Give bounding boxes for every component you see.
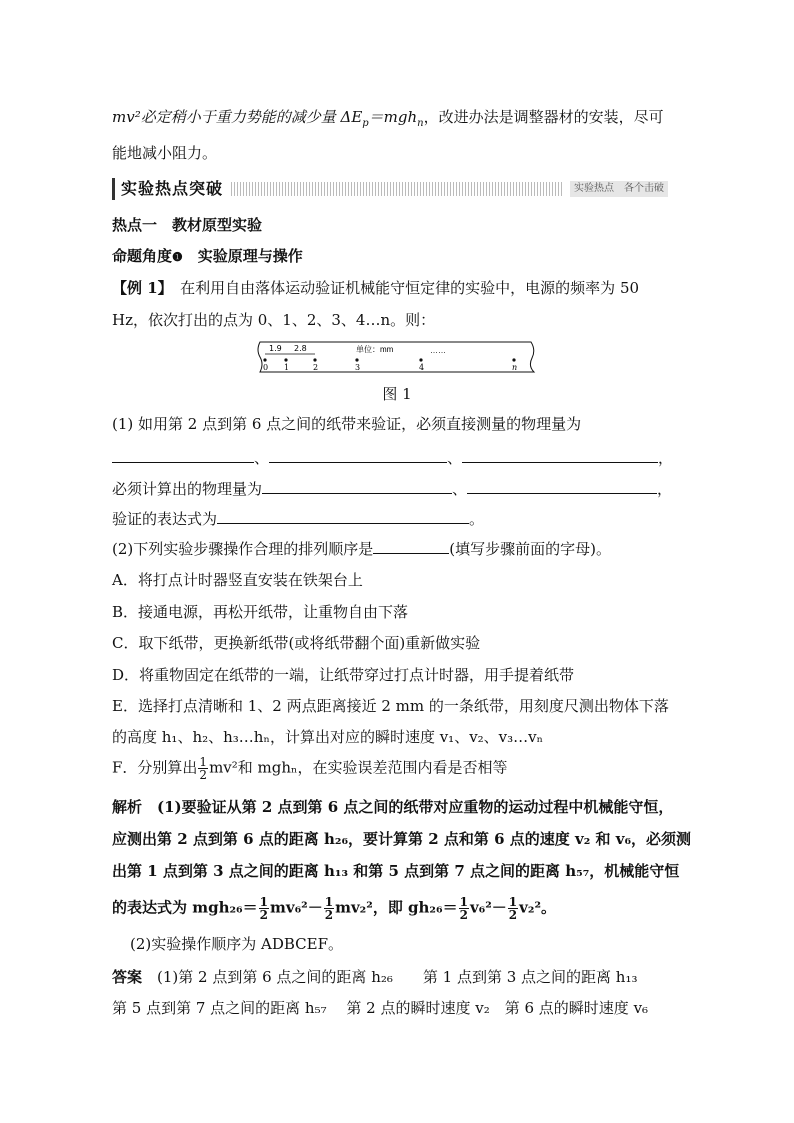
tape-dots: …… <box>430 346 446 355</box>
tape-label-3: 3 <box>355 363 361 372</box>
tape-dot-4 <box>419 358 422 361</box>
fraction-half: $\frac{1}{2}$ <box>259 895 268 922</box>
tape-label-1: 1 <box>284 363 290 372</box>
analysis-line-1: 解析 (1)要验证从第 2 点到第 6 点之间的纸带对应重物的运动过程中机械能守恒， <box>112 798 674 816</box>
tape-label-0: 0 <box>263 363 269 372</box>
tape-dot-1 <box>284 358 287 361</box>
fraction-half: $\frac{1}{2}$ <box>508 895 518 922</box>
q2-line: (2)下列实验步骤操作合理的排列顺序是 (填写步骤前面的字母)。 <box>112 540 611 558</box>
step-a: A．将打点计时器竖直安装在铁架台上 <box>112 571 363 589</box>
q1-line-3: 必须计算出的物理量为 、 ， <box>112 480 673 498</box>
answer-blank-3[interactable] <box>462 448 658 463</box>
banner-stripe <box>228 182 562 196</box>
answer-blank-2[interactable] <box>269 448 447 463</box>
answer-line-1: 答案 (1)第 2 点到第 6 点之间的距离 h₂₆ 第 1 点到第 3 点之间的距离 h₁₃ <box>112 968 638 986</box>
answer-blank-4[interactable] <box>262 479 452 494</box>
analysis-line-3: 出第 1 点到第 3 点之间的距离 h₁₃ 和第 5 点到第 7 点之间的距离 h₅₇，机械能守恒 <box>112 862 680 880</box>
tape-dot-n <box>512 358 515 361</box>
tape-dot-0 <box>263 358 266 361</box>
fraction-half: $\frac{1}{2}$ <box>459 895 468 922</box>
answer-line-2: 第 5 点到第 7 点之间的距离 h₅₇ 第 2 点的瞬时速度 v₂ 第 6 点的瞬时速度 v₆ <box>112 999 649 1017</box>
analysis-line-5: (2)实验操作顺序为 ADBCEF。 <box>130 935 344 953</box>
hot-topic-heading: 热点一 教材原型实验 <box>112 216 263 234</box>
fraction-half: $\frac{1}{2}$ <box>324 895 334 922</box>
analysis-label: 解析 <box>112 798 143 816</box>
answer-blank-1[interactable] <box>112 448 254 463</box>
fraction-half: $\frac{1}{2}$ <box>199 755 208 782</box>
intro-line-2: 能地减小阻力。 <box>112 144 218 162</box>
tape-label-4: 4 <box>419 363 425 372</box>
q1-line-2: 、 、 ， <box>112 447 673 469</box>
tape-label-n: n <box>512 363 518 372</box>
paper-tape-figure <box>256 340 538 374</box>
banner-subtitle: 实验热点 各个击破 <box>570 181 668 197</box>
analysis-line-4: 的表达式为 mgh₂₆＝ $\frac{1}{2}$ mv₆²－ $\frac{1}{2}$ mv₂²，即 gh₂₆＝ $\frac{1}{2}$ v₆²－ $\frac{1}{2}$ v₂²。 <box>112 895 557 922</box>
banner-title: 实验热点突破 <box>112 178 229 200</box>
analysis-line-2: 应测出第 2 点到第 6 点的距离 h₂₆，要计算第 2 点和第 6 点的速度 v₂ 和 v₆，必须测 <box>112 830 692 848</box>
example-line-2: Hz，依次打出的点为 0、1、2、3、4…n。则： <box>112 311 436 329</box>
tape-distance-1: 1.9 <box>269 344 282 353</box>
angle-heading: 命题角度❶ 实验原理与操作 <box>112 247 303 265</box>
example-tag: 【例 1】 <box>112 279 166 297</box>
tape-dot-2 <box>313 358 316 361</box>
step-c: C．取下纸带，更换新纸带(或将纸带翻个面)重新做实验 <box>112 634 481 652</box>
answer-blank-6[interactable] <box>217 509 469 524</box>
intro-line-1: mv²必定稍小于重力势能的减少量 $\Delta E_p=mgh_n$，改进办法是调整器材的安装，尽可 <box>112 108 664 129</box>
step-e-line-1: E．选择打点清晰和 1、2 两点距离接近 2 mm 的一条纸带，用刻度尺测出物体下落 <box>112 697 669 715</box>
section-banner <box>112 178 668 200</box>
answer-blank-7[interactable] <box>373 539 449 554</box>
example-line-1: 【例 1】 在利用自由落体运动验证机械能守恒定律的实验中，电源的频率为 50 <box>112 279 640 297</box>
step-e-line-2: 的高度 h₁、h₂、h₃…hₙ，计算出对应的瞬时速度 v₁、v₂、v₃…vₙ <box>112 728 544 746</box>
answer-label: 答案 <box>112 968 143 986</box>
q1-line-4: 验证的表达式为 。 <box>112 510 485 528</box>
answer-blank-5[interactable] <box>467 479 657 494</box>
step-f: F．分别算出 $\frac{1}{2}$ mv²和 mghₙ，在实验误差范围内看是否相等 <box>112 755 508 782</box>
step-d: D．将重物固定在纸带的一端，让纸带穿过打点计时器，用手提着纸带 <box>112 666 575 684</box>
tape-distance-2: 2.8 <box>294 344 307 353</box>
figure-caption: 图 1 <box>382 385 412 403</box>
q1-line-1: (1) 如用第 2 点到第 6 点之间的纸带来验证，必须直接测量的物理量为 <box>112 415 582 433</box>
tape-unit: 单位：mm <box>356 345 394 354</box>
circled-one-icon: ❶ <box>172 250 183 264</box>
step-b: B．接通电源，再松开纸带，让重物自由下落 <box>112 603 409 621</box>
tape-dot-3 <box>355 358 358 361</box>
tape-label-2: 2 <box>313 363 319 372</box>
